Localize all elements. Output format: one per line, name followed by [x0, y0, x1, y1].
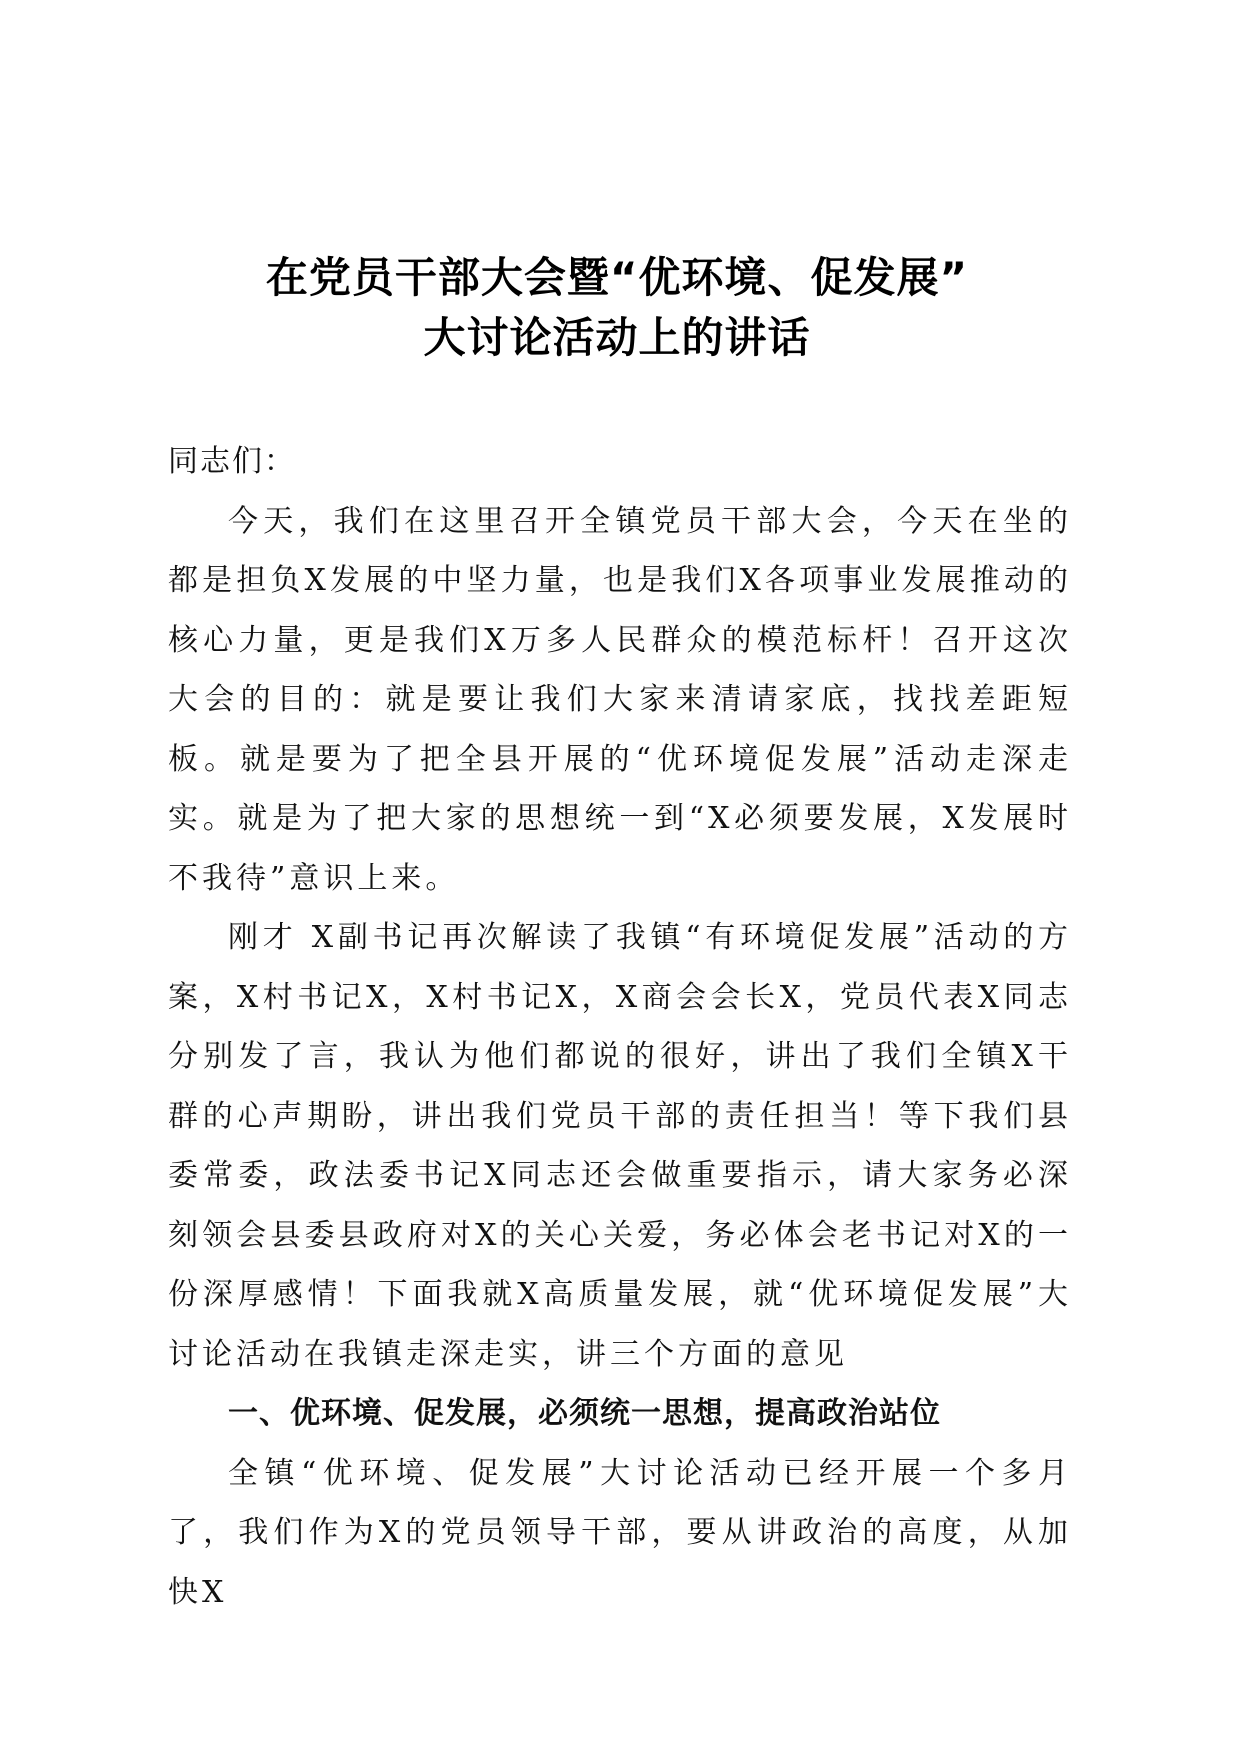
- paragraph-1: 今天，我们在这里召开全镇党员干部大会，今天在坐的都是担负X发展的中坚力量，也是我们X各项事业发展推动的核心力量，更是我们X万多人民群众的模范标杆！召开这次大会的目的：就是要让我们大家来清请家底，找找差距短板。就是要为了把全县开展的“优环境促发展”活动走深走实。就是为了把大家的思想统一到“X必须要发展，X发展时不我待”意识上来。: [168, 503, 1072, 896]
- title-line-2: 大讨论活动上的讲话: [423, 313, 811, 362]
- salutation: 同志们：: [168, 444, 296, 479]
- paragraph-2: 刚才 X副书记再次解读了我镇“有环境促发展”活动的方案，X村书记X，X村书记X，X商会会长X，党员代表X同志分别发了言，我认为他们都说的很好，讲出了我们全镇X干群的心声期盼，讲出我们党员干部的责任担当！等下我们县委常委，政法委书记X同志还会做重要指示，请大家务必深刻领会县委县政府对X的关心关爱，务必体会老书记对X的一份深厚感情！下面我就X高质量发展，就“优环境促发展”大讨论活动在我镇走深走实，讲三个方面的意见: [168, 920, 1072, 1372]
- document-body: [168, 432, 1072, 1622]
- section-paragraph: 全镇“优环境、促发展”大讨论活动已经开展一个多月了，我们作为X的党员领导干部，要从讲政治的高度，从加快X: [168, 1455, 1072, 1610]
- title-line-1: 在党员干部大会暨“优环境、促发展”: [265, 253, 969, 302]
- document-title: [0, 248, 1234, 368]
- section-heading: 一、优环境、促发展，必须统一思想，提高政治站位: [228, 1396, 941, 1431]
